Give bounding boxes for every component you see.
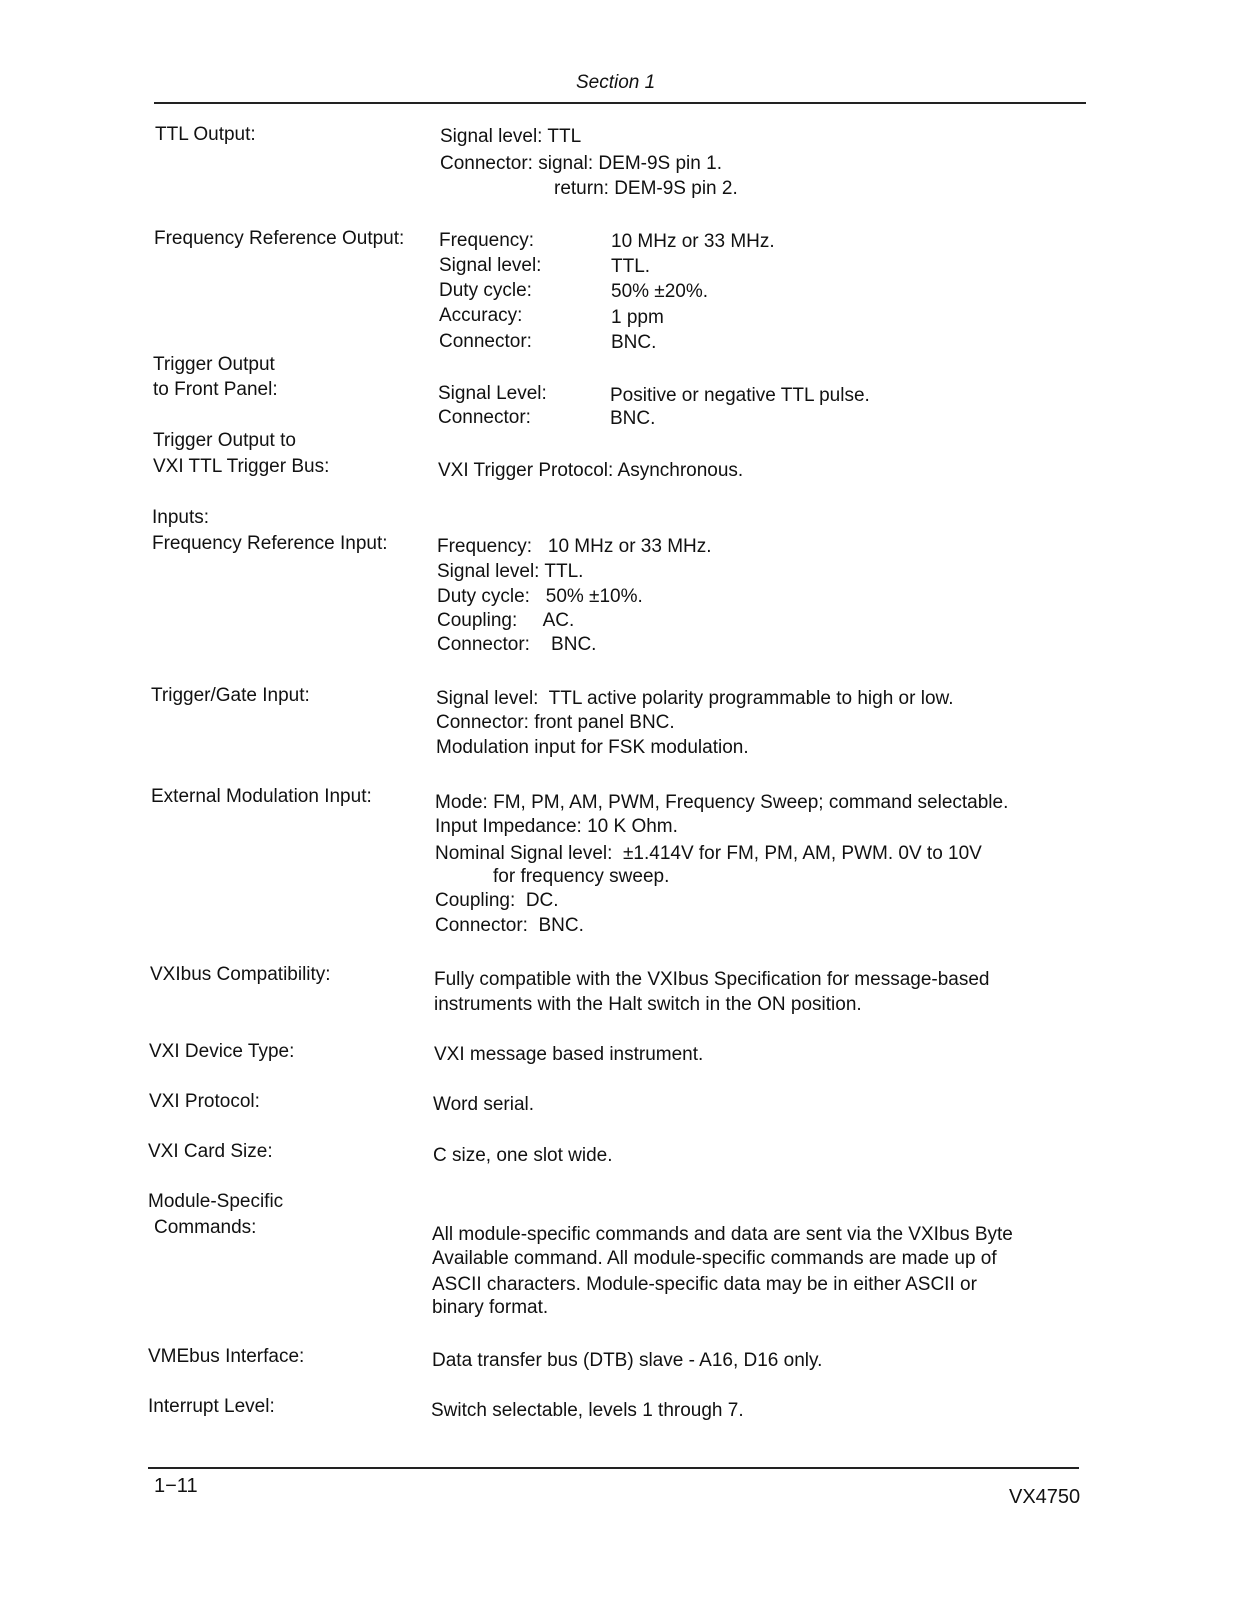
trigger-gate-input-line: Modulation input for FSK modulation. [436,737,749,758]
freq-ref-output-value: 10 MHz or 33 MHz. [611,231,775,252]
freq-ref-input-line: Signal level: TTL. [437,561,584,582]
ext-mod-input-line: Input Impedance: 10 K Ohm. [435,816,678,837]
ext-mod-input-label: External Modulation Input: [151,786,372,807]
section-header: Section 1 [576,72,656,93]
freq-ref-output-key: Duty cycle: [439,280,532,301]
freq-ref-output-value: 1 ppm [611,307,664,328]
ext-mod-input-line: for frequency sweep. [493,866,670,887]
trigger-output-front-value: Positive or negative TTL pulse. [610,385,870,406]
ttl-output-signal-level: Signal level: TTL [440,126,582,147]
module-specific-line: Available command. All module-specific commands are made up of [432,1248,997,1269]
footer-rule [148,1467,1079,1469]
trigger-gate-input-line: Signal level: TTL active polarity programmable to high or low. [436,688,954,709]
ext-mod-input-line: Mode: FM, PM, AM, PWM, Frequency Sweep; command selectable. [435,792,1009,813]
freq-ref-output-value: TTL. [611,256,651,277]
vxi-protocol-label: VXI Protocol: [149,1091,260,1112]
freq-ref-input-line: Coupling: AC. [437,610,575,631]
trigger-gate-input-label: Trigger/Gate Input: [151,685,310,706]
ext-mod-input-line: Coupling: DC. [435,890,559,911]
ttl-output-return: return: DEM-9S pin 2. [554,178,738,199]
trigger-output-front-key: Connector: [438,407,531,428]
freq-ref-output-key: Accuracy: [439,305,523,326]
inputs-label: Inputs: [152,507,210,528]
freq-ref-output-value: BNC. [611,332,657,353]
freq-ref-output-label: Frequency Reference Output: [154,228,405,249]
ext-mod-input-line: Connector: BNC. [435,915,584,936]
freq-ref-output-key: Connector: [439,331,532,352]
module-specific-line: ASCII characters. Module-specific data may be in either ASCII or [432,1274,977,1295]
vxi-device-type-label: VXI Device Type: [149,1041,295,1062]
trigger-output-front-label: to Front Panel: [153,379,278,400]
vxibus-compat-line: instruments with the Halt switch in the ON position. [434,994,862,1015]
module-specific-label: Module-Specific [148,1191,284,1212]
module-specific-label: Commands: [154,1217,257,1238]
freq-ref-output-key: Frequency: [439,230,535,251]
trigger-output-front-key: Signal Level: [438,383,547,404]
vmebus-interface-text: Data transfer bus (DTB) slave - A16, D16 only. [432,1350,823,1371]
vxi-card-size-label: VXI Card Size: [148,1141,273,1162]
interrupt-level-text: Switch selectable, levels 1 through 7. [431,1400,744,1421]
freq-ref-input-line: Connector: BNC. [437,634,597,655]
vxi-device-type-text: VXI message based instrument. [434,1044,704,1065]
trigger-output-front-label: Trigger Output [153,354,275,375]
freq-ref-input-line: Duty cycle: 50% ±10%. [437,586,643,607]
model-number: VX4750 [1009,1486,1081,1508]
freq-ref-output-value: 50% ±20%. [611,281,709,302]
module-specific-line: All module-specific commands and data are sent via the VXIbus Byte [432,1224,1013,1245]
vxi-card-size-text: C size, one slot wide. [433,1145,613,1166]
interrupt-level-label: Interrupt Level: [148,1396,275,1417]
freq-ref-output-key: Signal level: [439,255,542,276]
freq-ref-input-label: Frequency Reference Input: [152,533,388,554]
trigger-output-vxi-text: VXI Trigger Protocol: Asynchronous. [438,460,744,481]
vxibus-compat-line: Fully compatible with the VXIbus Specification for message-based [434,969,990,990]
vmebus-interface-label: VMEbus Interface: [148,1346,305,1367]
module-specific-line: binary format. [432,1297,549,1318]
vxi-protocol-text: Word serial. [433,1094,535,1115]
vxibus-compat-label: VXIbus Compatibility: [150,964,331,985]
freq-ref-input-line: Frequency: 10 MHz or 33 MHz. [437,536,712,557]
ext-mod-input-line: Nominal Signal level: ±1.414V for FM, PM, AM, PWM. 0V to 10V [435,843,982,864]
header-rule [154,102,1086,104]
ttl-output-connector: Connector: signal: DEM-9S pin 1. [440,153,722,174]
trigger-gate-input-line: Connector: front panel BNC. [436,712,675,733]
ttl-output-label: TTL Output: [155,124,256,145]
trigger-output-front-value: BNC. [610,408,656,429]
page-number: 1−11 [154,1475,198,1497]
trigger-output-vxi-label: Trigger Output to [153,430,296,451]
trigger-output-vxi-label: VXI TTL Trigger Bus: [153,456,330,477]
